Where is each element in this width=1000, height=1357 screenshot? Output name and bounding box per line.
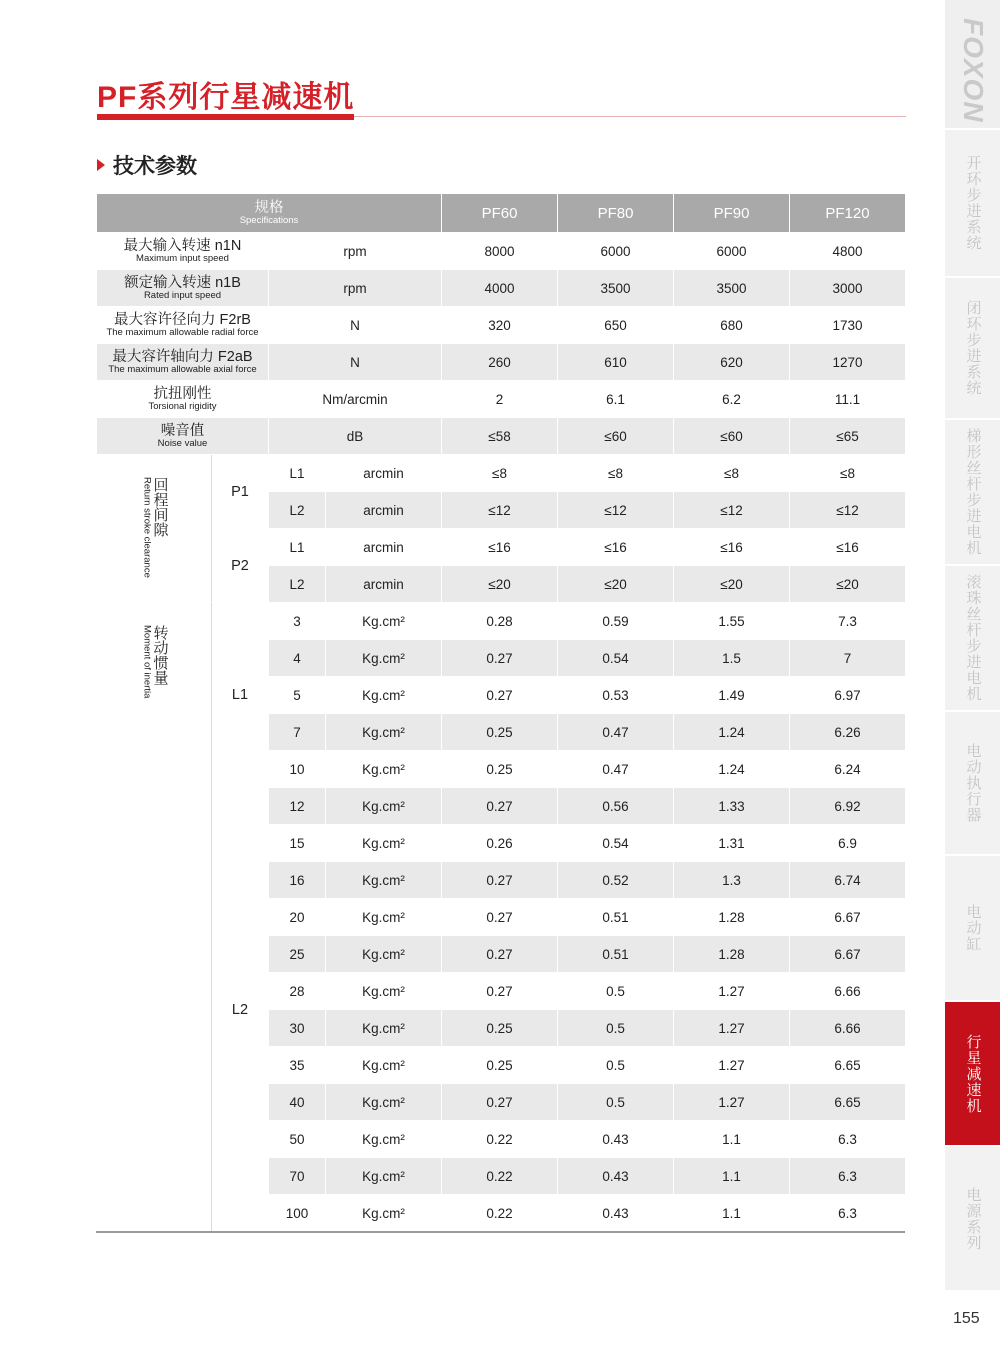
spec-label-zh: 噪音值 (160, 422, 205, 439)
sidebar-tab[interactable] (945, 1145, 1000, 1290)
value-cell: 11.1 (790, 381, 906, 418)
value-cell: 1.31 (674, 825, 790, 862)
unit-cell: Kg.cm² (326, 714, 442, 751)
sub-label-cell: 4 (269, 640, 326, 677)
value-cell: 0.26 (442, 825, 558, 862)
unit-cell: Kg.cm² (326, 862, 442, 899)
value-cell: 6.1 (558, 381, 674, 418)
value-cell: ≤60 (674, 418, 790, 455)
spec-header-zh: 规格 (254, 199, 284, 216)
triangle-bullet-icon (97, 159, 105, 171)
sidebar-tab-label: 开环步进系统 (964, 155, 982, 251)
value-cell: 0.47 (558, 714, 674, 751)
sub-label-cell: 3 (269, 603, 326, 640)
backlash-group-cell (97, 455, 212, 603)
unit-cell: arcmin (326, 529, 442, 566)
value-cell: 0.5 (558, 973, 674, 1010)
value-cell: ≤12 (442, 492, 558, 529)
unit-cell: Kg.cm² (326, 1010, 442, 1047)
model-header: PF120 (790, 194, 906, 233)
unit-cell: Kg.cm² (326, 640, 442, 677)
value-cell: ≤20 (790, 566, 906, 603)
unit-cell: Kg.cm² (326, 1195, 442, 1232)
value-cell: 0.53 (558, 677, 674, 714)
value-cell: 0.43 (558, 1158, 674, 1195)
inertia-label-zh: 转动惯量 (151, 625, 169, 685)
value-cell: 6.24 (790, 751, 906, 788)
sub-label-cell: 40 (269, 1084, 326, 1121)
value-cell: 1.1 (674, 1158, 790, 1195)
spec-row (97, 381, 906, 418)
table-row (97, 603, 906, 640)
value-cell: 1.28 (674, 899, 790, 936)
value-cell: ≤16 (790, 529, 906, 566)
sub-label-cell: L1 (269, 529, 326, 566)
value-cell: ≤12 (558, 492, 674, 529)
unit-cell: Kg.cm² (326, 1084, 442, 1121)
table-row (97, 529, 906, 566)
spec-label-zh: 抗扭刚性 (153, 385, 212, 402)
unit-cell: Kg.cm² (326, 936, 442, 973)
value-cell: ≤8 (558, 455, 674, 492)
value-cell: 0.28 (442, 603, 558, 640)
value-cell: ≤8 (674, 455, 790, 492)
value-cell: 6.9 (790, 825, 906, 862)
value-cell: 0.43 (558, 1121, 674, 1158)
spec-label-zh: 最大容许轴向力 F2aB (112, 348, 253, 365)
value-cell: 1.49 (674, 677, 790, 714)
sub-label-cell: 50 (269, 1121, 326, 1158)
value-cell: 0.51 (558, 899, 674, 936)
value-cell: 1.33 (674, 788, 790, 825)
spec-label-zh: 最大输入转速 n1N (123, 237, 242, 254)
unit-cell: Kg.cm² (326, 1121, 442, 1158)
value-cell: 4000 (442, 270, 558, 307)
value-cell: 0.51 (558, 936, 674, 973)
page-number: 155 (953, 1310, 980, 1327)
value-cell: 6.3 (790, 1121, 906, 1158)
value-cell: ≤20 (558, 566, 674, 603)
table-row (97, 455, 906, 492)
spec-header-en: Specifications (239, 214, 299, 226)
section-title: 技术参数 (113, 155, 197, 178)
value-cell: 0.27 (442, 1084, 558, 1121)
value-cell: ≤20 (442, 566, 558, 603)
unit-cell: arcmin (326, 455, 442, 492)
value-cell: 610 (558, 344, 674, 381)
value-cell: 6000 (674, 233, 790, 270)
value-cell: 4800 (790, 233, 906, 270)
spec-label-cell (97, 270, 269, 307)
spec-label-en: Noise value (157, 437, 208, 449)
sidebar-tab-label: 电动执行器 (964, 743, 982, 823)
group-label: L1 (212, 603, 269, 788)
value-cell: 1.24 (674, 714, 790, 751)
value-cell: 680 (674, 307, 790, 344)
value-cell: 6.66 (790, 1010, 906, 1047)
sidebar-tab-label: 电源系列 (964, 1186, 982, 1251)
sidebar-tab-label: 闭环步进系统 (964, 300, 982, 396)
value-cell: 6.3 (790, 1195, 906, 1232)
value-cell: 0.5 (558, 1047, 674, 1084)
sub-label-cell: L1 (269, 455, 326, 492)
spec-label-cell (97, 307, 269, 344)
unit-cell: arcmin (326, 492, 442, 529)
value-cell: 1.3 (674, 862, 790, 899)
value-cell: 0.22 (442, 1195, 558, 1232)
value-cell: ≤20 (674, 566, 790, 603)
value-cell: 6.74 (790, 862, 906, 899)
spec-label-cell (97, 344, 269, 381)
spec-label-zh: 最大容许径向力 F2rB (114, 311, 251, 328)
value-cell: ≤16 (674, 529, 790, 566)
unit-cell: Kg.cm² (326, 899, 442, 936)
spec-table (96, 193, 906, 1232)
value-cell: 6.65 (790, 1047, 906, 1084)
value-cell: 6.3 (790, 1158, 906, 1195)
value-cell: 2 (442, 381, 558, 418)
inertia-label (97, 625, 211, 698)
sub-label-cell: 10 (269, 751, 326, 788)
value-cell: 1.24 (674, 751, 790, 788)
value-cell: 0.5 (558, 1010, 674, 1047)
value-cell: ≤8 (790, 455, 906, 492)
value-cell: 1.1 (674, 1195, 790, 1232)
value-cell: 1.1 (674, 1121, 790, 1158)
spec-label-en: Rated input speed (143, 289, 222, 301)
value-cell: 1.27 (674, 1010, 790, 1047)
backlash-label (97, 477, 211, 578)
sub-label-cell: 5 (269, 677, 326, 714)
sidebar-tab[interactable] (945, 854, 1000, 1000)
value-cell: 6000 (558, 233, 674, 270)
value-cell: 0.5 (558, 1084, 674, 1121)
value-cell: 6.97 (790, 677, 906, 714)
value-cell: 0.25 (442, 714, 558, 751)
spec-label-en: The maximum allowable axial force (108, 363, 257, 375)
value-cell: ≤58 (442, 418, 558, 455)
sub-label-cell: 30 (269, 1010, 326, 1047)
value-cell: 1.55 (674, 603, 790, 640)
sidebar-tab[interactable] (945, 710, 1000, 854)
table-bottom-rule (96, 1231, 905, 1233)
value-cell: 6.67 (790, 936, 906, 973)
value-cell: 0.27 (442, 640, 558, 677)
value-cell: 6.26 (790, 714, 906, 751)
title-underline (97, 114, 354, 120)
unit-cell: rpm (269, 270, 442, 307)
backlash-label-zh: 回程间隙 (151, 477, 169, 537)
value-cell: 0.54 (558, 640, 674, 677)
table-header-row (97, 194, 906, 233)
page-title: PF系列行星减速机 (97, 81, 355, 114)
value-cell: 3500 (674, 270, 790, 307)
value-cell: 1.27 (674, 1084, 790, 1121)
spec-label-en: Maximum input speed (136, 252, 229, 264)
sidebar-tab-label: 梯形丝杆步进电机 (964, 428, 982, 556)
spec-row (97, 418, 906, 455)
value-cell: 0.52 (558, 862, 674, 899)
spec-label-en: The maximum allowable radial force (106, 326, 259, 338)
value-cell: 6.65 (790, 1084, 906, 1121)
value-cell: 0.25 (442, 1010, 558, 1047)
sidebar-tab[interactable] (945, 1000, 1000, 1145)
value-cell: 1.5 (674, 640, 790, 677)
inertia-label-en: Moment of inertia (141, 625, 153, 699)
sidebar-tab[interactable] (945, 276, 1000, 418)
value-cell: 0.47 (558, 751, 674, 788)
value-cell: 0.25 (442, 751, 558, 788)
value-cell: 6.67 (790, 899, 906, 936)
spec-label-cell (97, 381, 269, 418)
value-cell: 7 (790, 640, 906, 677)
value-cell: 0.27 (442, 788, 558, 825)
sub-label-cell: 12 (269, 788, 326, 825)
value-cell: ≤8 (442, 455, 558, 492)
unit-cell: Kg.cm² (326, 751, 442, 788)
sub-label-cell: 7 (269, 714, 326, 751)
unit-cell: Kg.cm² (326, 1158, 442, 1195)
unit-cell: N (269, 307, 442, 344)
value-cell: ≤16 (558, 529, 674, 566)
value-cell: 6.66 (790, 973, 906, 1010)
unit-cell: Kg.cm² (326, 825, 442, 862)
sub-label-cell: 28 (269, 973, 326, 1010)
sub-label-cell: 100 (269, 1195, 326, 1232)
table-row (97, 788, 906, 825)
value-cell: 620 (674, 344, 790, 381)
value-cell: 0.27 (442, 677, 558, 714)
sub-label-cell: 70 (269, 1158, 326, 1195)
value-cell: 0.22 (442, 1158, 558, 1195)
value-cell: 320 (442, 307, 558, 344)
sub-label-cell: L2 (269, 492, 326, 529)
spec-row (97, 344, 906, 381)
unit-cell: Kg.cm² (326, 973, 442, 1010)
value-cell: 1270 (790, 344, 906, 381)
value-cell: 1.27 (674, 973, 790, 1010)
spec-label-cell (97, 233, 269, 270)
brand-logo (945, 0, 1000, 128)
value-cell: ≤60 (558, 418, 674, 455)
sidebar-tab-label: 滚珠丝杆步进电机 (964, 574, 982, 702)
inertia-group-cell (97, 603, 212, 1232)
sub-label-cell: L2 (269, 566, 326, 603)
sidebar-tab[interactable] (945, 564, 1000, 710)
sub-label-cell: 35 (269, 1047, 326, 1084)
spec-row (97, 233, 906, 270)
brand-logo-text: FOXON (958, 18, 989, 123)
value-cell: 0.54 (558, 825, 674, 862)
unit-cell: rpm (269, 233, 442, 270)
value-cell: 6.2 (674, 381, 790, 418)
value-cell: 3500 (558, 270, 674, 307)
value-cell: 0.43 (558, 1195, 674, 1232)
value-cell: 0.27 (442, 899, 558, 936)
sub-label-cell: 15 (269, 825, 326, 862)
value-cell: 3000 (790, 270, 906, 307)
value-cell: 0.27 (442, 973, 558, 1010)
unit-cell: Kg.cm² (326, 677, 442, 714)
group-label: P2 (212, 529, 269, 603)
unit-cell: dB (269, 418, 442, 455)
spec-label-cell (97, 418, 269, 455)
value-cell: 0.27 (442, 862, 558, 899)
value-cell: 650 (558, 307, 674, 344)
value-cell: 0.56 (558, 788, 674, 825)
value-cell: 0.22 (442, 1121, 558, 1158)
unit-cell: N (269, 344, 442, 381)
spec-label-en: Torsional rigidity (148, 400, 217, 412)
value-cell: 7.3 (790, 603, 906, 640)
value-cell: 8000 (442, 233, 558, 270)
value-cell: 0.27 (442, 936, 558, 973)
value-cell: ≤12 (790, 492, 906, 529)
sidebar-tab-label: 电动缸 (964, 904, 982, 952)
unit-cell: arcmin (326, 566, 442, 603)
value-cell: ≤16 (442, 529, 558, 566)
spec-header-cell (97, 194, 442, 233)
value-cell: 1.28 (674, 936, 790, 973)
spec-label-zh: 额定输入转速 n1B (124, 274, 241, 291)
value-cell: 0.59 (558, 603, 674, 640)
value-cell: 1.27 (674, 1047, 790, 1084)
unit-cell: Kg.cm² (326, 1047, 442, 1084)
backlash-label-en: Return stroke clearance (141, 477, 153, 578)
model-header: PF60 (442, 194, 558, 233)
value-cell: 260 (442, 344, 558, 381)
group-label: L2 (212, 788, 269, 1232)
sidebar-tab[interactable] (945, 128, 1000, 276)
value-cell: ≤65 (790, 418, 906, 455)
value-cell: 1730 (790, 307, 906, 344)
group-label: P1 (212, 455, 269, 529)
spec-row (97, 307, 906, 344)
sub-label-cell: 16 (269, 862, 326, 899)
title-divider (354, 116, 906, 117)
unit-cell: Kg.cm² (326, 603, 442, 640)
model-header: PF80 (558, 194, 674, 233)
value-cell: 0.25 (442, 1047, 558, 1084)
value-cell: 6.92 (790, 788, 906, 825)
value-cell: ≤12 (674, 492, 790, 529)
sidebar-tab-label: 行星减速机 (964, 1033, 982, 1114)
section-heading (97, 150, 197, 180)
unit-cell: Nm/arcmin (269, 381, 442, 418)
sub-label-cell: 25 (269, 936, 326, 973)
spec-row (97, 270, 906, 307)
model-header: PF90 (674, 194, 790, 233)
sidebar-tab[interactable] (945, 418, 1000, 564)
unit-cell: Kg.cm² (326, 788, 442, 825)
sub-label-cell: 20 (269, 899, 326, 936)
